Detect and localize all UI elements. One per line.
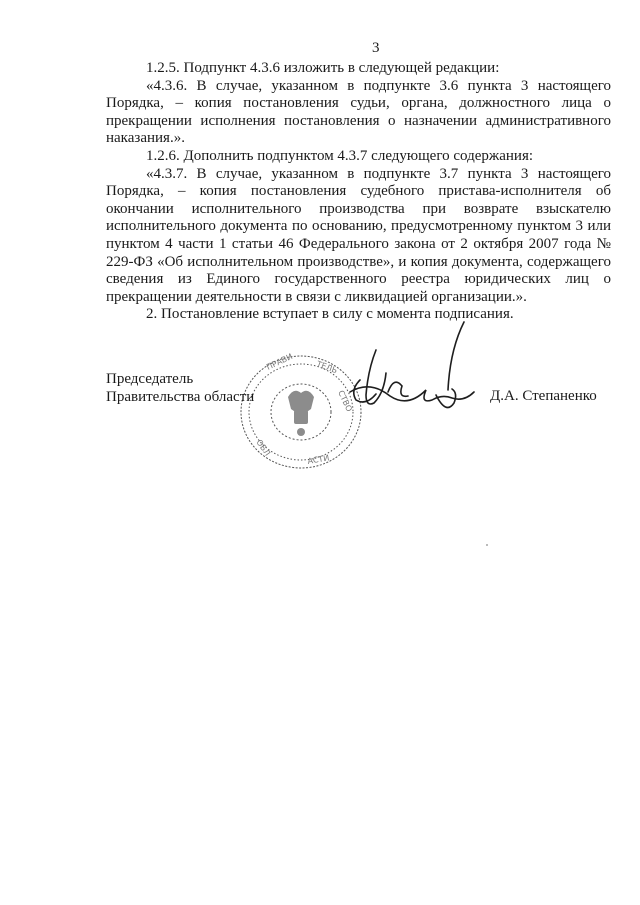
paragraph-1-2-6: 1.2.6. Дополнить подпунктом 4.3.7 следующего содержания:	[146, 147, 534, 164]
svg-text:СТВО: СТВО	[336, 389, 354, 414]
paragraph-4-3-7: «4.3.7. В случае, указанном в подпункте 3.7 пункта 3 настоящего Порядка, – копия постановления судебного пристава-исполнителя об окончании исполнительного производства при возврате взыскателю исполнительного документа по основанию, предусмотренному пунктом 3 или пунктом 4 части 1 статьи 46 Федерального закона от 2 октября 2007 года № 229-ФЗ «Об исполнительном производстве», и копия документа, содержащего сведения из Единого государственного реестра юридических лиц о прекращении деятельности в связи с ликвидацией организации.».	[106, 165, 611, 305]
svg-text:ПРАВИ: ПРАВИ	[265, 352, 295, 372]
position-line-2: Правительства области	[106, 389, 255, 405]
svg-text:ОБЛ: ОБЛ	[254, 437, 272, 458]
paragraph-1-2-5: 1.2.5. Подпункт 4.3.6 изложить в следующей редакции:	[146, 60, 500, 76]
svg-text:ТЕЛЬ: ТЕЛЬ	[315, 359, 339, 376]
paragraph-2-effective: 2. Постановление вступает в силу с момента подписания.	[146, 306, 514, 323]
signatory-position	[106, 370, 254, 406]
document-body	[106, 60, 611, 324]
scan-speck	[486, 544, 488, 546]
paragraph-4-3-6: «4.3.6. В случае, указанном в подпункте 3.6 пункта 3 настоящего Порядка, – копия постановления судьи, органа, должностного лица о прекращении исполнения постановления о назначении административного наказания.».	[106, 77, 611, 147]
position-line-1: Председатель	[106, 371, 194, 387]
page-number: 3	[372, 40, 380, 56]
svg-text:АСТИ: АСТИ	[306, 453, 330, 466]
handwritten-signature	[336, 320, 486, 445]
signatory-name: Д.А. Степаненко	[490, 388, 597, 404]
